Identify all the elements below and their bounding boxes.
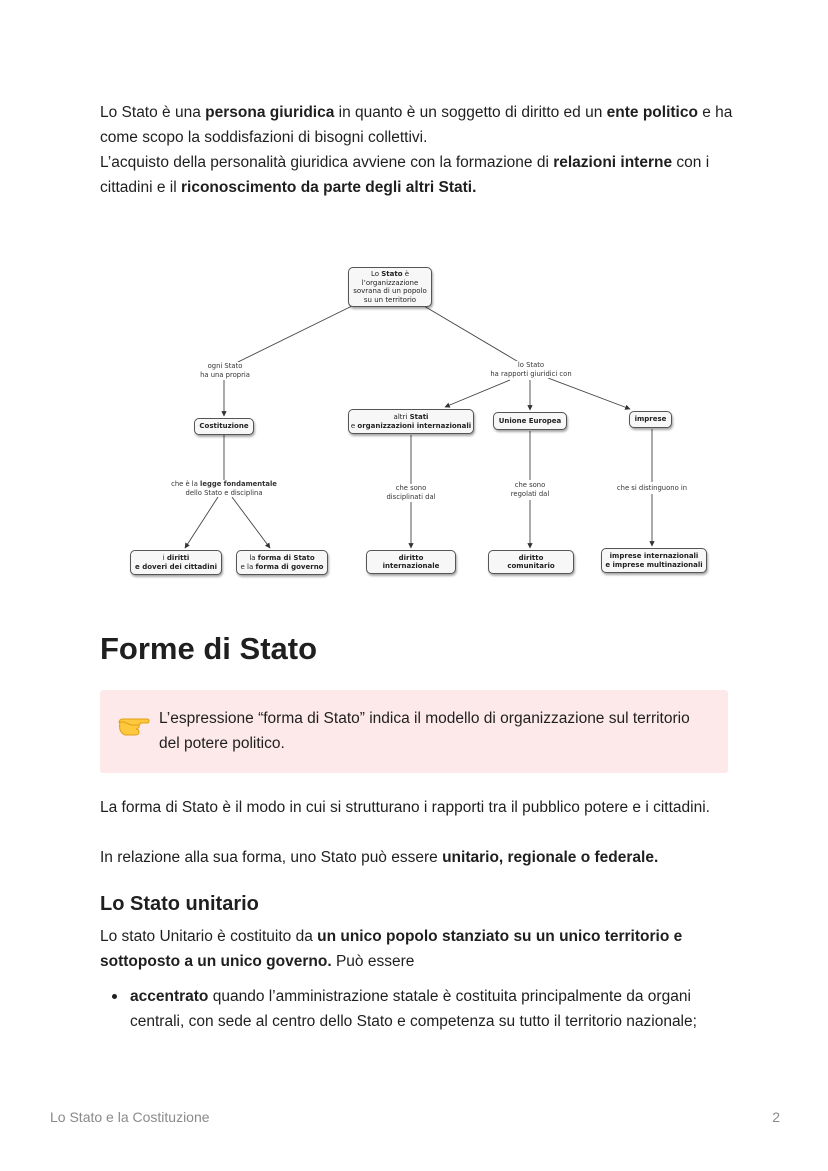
connector-to-forma [232,497,270,548]
cmap-link-ue: che sono regolati dal [505,481,555,498]
cmap-link-right: lo Stato ha rapporti giuridici con [483,361,579,378]
cmap-node-diritti: i diritti e doveri dei cittadini [130,550,222,575]
bullet-bold: accentrato [130,988,209,1005]
intro-text: e ha come scopo la soddisfazioni di bisogni collettivi. [100,104,733,146]
section-title: Forme di Stato [100,631,318,666]
callout-text: L’espressione “forma di Stato” indica il modello di organizzazione sul territorio del potere politico. [159,710,690,752]
cmap-node-diritto-internazionale: diritto internazionale [366,550,456,574]
connector-to-diritti [185,497,218,548]
cmap-link-imprese: che si distinguono in [612,484,692,493]
section-text: In relazione alla sua forma, uno Stato può essere [100,849,443,866]
cmap-link-altri: che sono disciplinati dal [381,484,441,501]
footer-doc-title: Lo Stato e la Costituzione [50,1109,210,1125]
cmap-node-imprese: imprese [629,411,672,428]
cmap-node-root: Lo Stato è l’organizzazione sovrana di un popolo su un territorio [348,267,432,307]
subsection-text: Può essere [331,953,415,970]
section-text: La forma di Stato è il modo in cui si strutturano i rapporti tra il pubblico potere e i cittadini. [100,799,710,816]
cmap-node-diritto-comunitario: diritto comunitario [488,550,574,574]
subsection-text: Lo stato Unitario è costituito da [100,928,318,945]
cmap-node-costituzione: Costituzione [194,418,254,435]
connector-right-altri [445,380,510,407]
intro-text: con i cittadini e il [100,154,710,196]
intro-text: L’acquisto della personalità giuridica avviene con la formazione di [100,154,554,171]
connector-root-left [234,306,352,364]
section-paragraph-1 [100,795,740,820]
intro-bold: persona giuridica [205,104,335,121]
footer-page-number: 2 [772,1109,780,1125]
intro-bold: relazioni interne [553,154,673,171]
callout-box [100,690,728,773]
connector-right-imprese [548,378,630,409]
intro-bold: ente politico [606,104,698,121]
section-bold: unitario, regionale o federale. [442,849,659,866]
subsection-title: Lo Stato unitario [100,893,259,915]
cmap-node-altri-stati: altri Stati e organizzazioni internazionali [348,409,474,434]
intro-text: Lo Stato è una [100,104,206,121]
cmap-node-forma: la forma di Stato e la forma di governo [236,550,328,575]
cmap-link-left: ogni Stato ha una propria [197,362,253,379]
section-paragraph-2 [100,845,740,870]
cmap-node-unione-europea: Unione Europea [493,412,567,430]
subsection-bold: un unico popolo stanziato su un unico territorio e sottoposto a un unico governo. [100,928,683,970]
subsection-paragraph [100,924,740,974]
bullet-text: quando l’amministrazione statale è costituita principalmente da organi centrali, con sede al centro dello Stato e competenza su tutto il territorio nazionale; [130,988,697,1030]
bullet-list [100,984,740,1034]
pointing-hand-icon [116,710,150,740]
cmap-link-costituzione: che è la legge fondamentale dello Stato e disciplina [162,480,286,497]
intro-text: in quanto è un soggetto di diritto ed un [334,104,607,121]
list-item [100,984,740,1034]
intro-bold: riconoscimento da parte degli altri Stati. [180,179,477,196]
cmap-node-imprese-tipi: imprese internazionali e imprese multinazionali [601,548,707,573]
connector-root-right [424,306,522,364]
